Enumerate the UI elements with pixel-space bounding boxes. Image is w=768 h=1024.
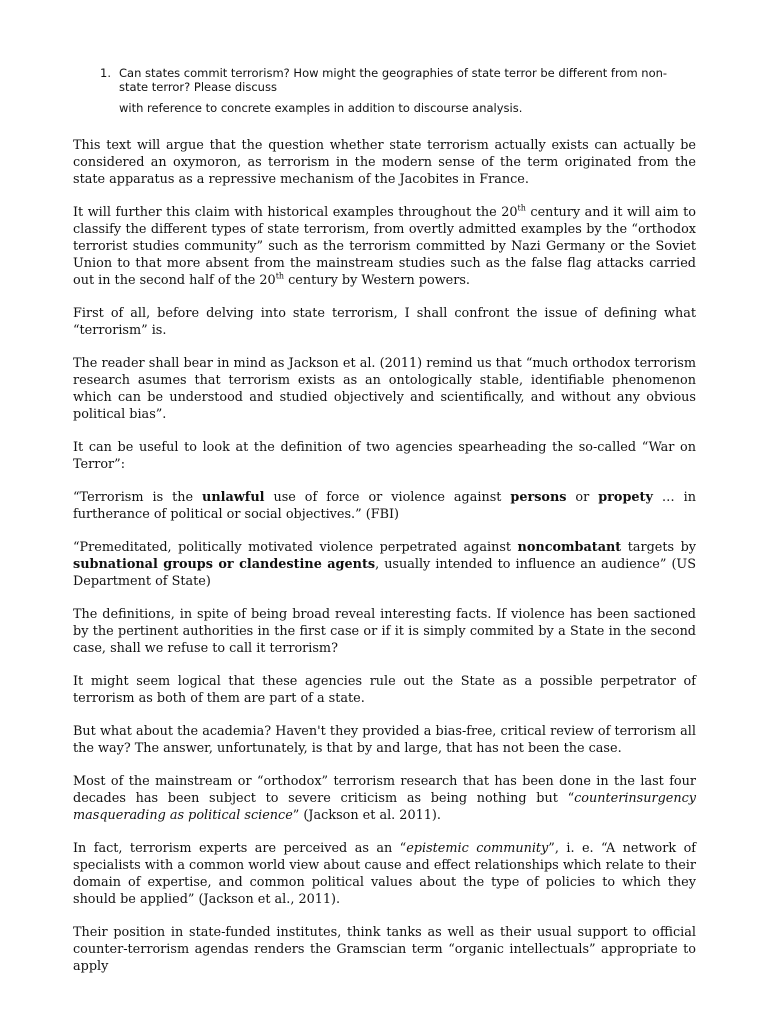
quote-text: “Premeditated, politically motivated violence perpetrated against [73, 540, 518, 555]
question-number: 1. [100, 66, 111, 80]
question-text: Can states commit terrorism? How might the geographies of state terror be different from non-state terror? Please discuss [119, 66, 668, 94]
question-text-continued: with reference to concrete examples in addition to discourse analysis. [119, 101, 523, 115]
paragraph-5: It can be useful to look at the definition of two agencies spearheading the so-called “War on Terror”: [73, 440, 696, 472]
essay-question [100, 66, 690, 115]
quote-text: “Terrorism is the [73, 490, 203, 505]
ordinal-suffix: th [275, 271, 285, 281]
paragraph-2-text-c: century by Western powers. [284, 273, 470, 288]
paragraph-9: It might seem logical that these agencies rule out the State as a possible perpetrator of terrorism as both of them are part of a state. [73, 674, 696, 706]
bold-term: unlawful [202, 490, 265, 505]
paragraph-text: ” (Jackson et al. 2011). [292, 808, 441, 823]
paragraph-4: The reader shall bear in mind as Jackson et al. (2011) remind us that “much orthodox terrorism research asumes that terrorism exists as an ontologically stable, identifiable phenomenon which can be understood and studied objectively and scientifically, and without any obvious political bias”. [73, 356, 696, 422]
essay-body [73, 137, 696, 975]
bold-term: subnational groups or clandestine agents [73, 557, 376, 572]
quote-text: … in furtherance of political or social objectives.” (FBI) [73, 490, 696, 522]
state-department-definition-quote [73, 539, 696, 590]
ordinal-suffix: th [517, 203, 526, 213]
quote-text: targets by [621, 540, 696, 555]
paragraph-12 [73, 840, 696, 908]
quote-text: use of force or violence against [264, 490, 511, 505]
quote-text: , usually intended to influence an audience” (US Department of State) [73, 557, 696, 589]
bold-term: noncombatant [517, 540, 622, 555]
paragraph-2 [73, 204, 696, 289]
paragraph-2-text-b: century and it will aim to classify the different types of state terrorism, from overtly admitted examples by the “orthodox terrorist studies community” such as the terrorism committed by Nazi Germany or the Soviet Union to that more absent from the mainstream studies such as the false flag attacks carried out in the second half of the 20 [73, 205, 697, 288]
paragraph-10: But what about the academia? Haven't they provided a bias-free, critical review of terrorism all the way? The answer, unfortunately, is that by and large, that has not been the case. [73, 724, 696, 756]
paragraph-8: The definitions, in spite of being broad reveal interesting facts. If violence has been sactioned by the pertinent authorities in the first case or if it is simply commited by a State in the second case, shall we refuse to call it terrorism? [73, 607, 696, 656]
bold-term: propety [598, 490, 653, 505]
paragraph-text: ”, i. e. “A network of specialists with a common world view about cause and effect relationships which relate to their domain of expertise, and common political values about the type of policies to which they should be applied” (Jackson et al., 2011). [73, 841, 697, 907]
italic-term: epistemic community [406, 841, 549, 856]
paragraph-3: First of all, before delving into state terrorism, I shall confront the issue of defining what “terrorism” is. [73, 306, 696, 338]
paragraph-11 [73, 773, 696, 824]
fbi-definition-quote [73, 489, 696, 523]
paragraph-13: Their position in state-funded institutes, think tanks as well as their usual support to official counter-terrorism agendas renders the Gramscian term “organic intellectuals” appropriate to apply [73, 925, 696, 974]
paragraph-1: This text will argue that the question whether state terrorism actually exists can actually be considered an oxymoron, as terrorism in the modern sense of the term originated from the state apparatus as a repressive mechanism of the Jacobites in France. [73, 138, 696, 187]
quote-text: or [566, 490, 599, 505]
italic-quote: counterinsurgency masquerading as political science [73, 791, 696, 823]
bold-term: persons [510, 490, 567, 505]
paragraph-2-text-a: It will further this claim with historical examples throughout the 20 [73, 205, 518, 220]
paragraph-text: In fact, terrorism experts are perceived as an “ [73, 841, 407, 856]
paragraph-text: Most of the mainstream or “orthodox” terrorism research that has been done in the last four decades has been subject to severe criticism as being nothing but “ [73, 774, 696, 806]
